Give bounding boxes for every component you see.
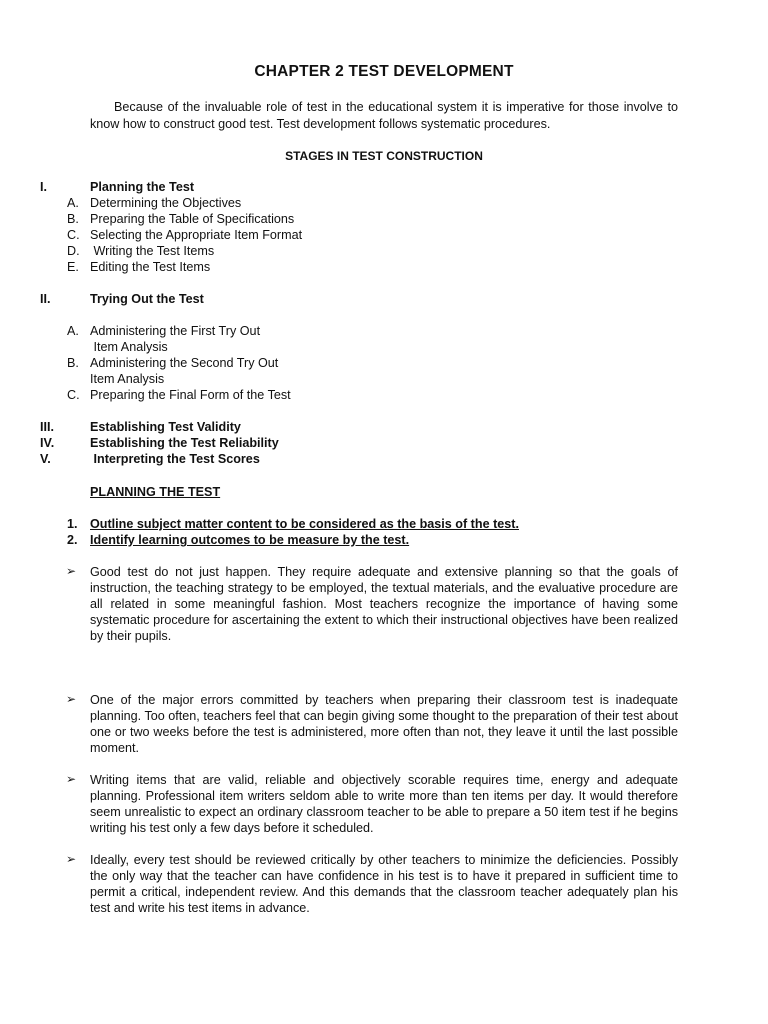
outline-letter: A. <box>67 324 79 338</box>
outline-label: Administering the Second Try Out <box>90 356 279 370</box>
outline-item <box>0 355 768 371</box>
outline-label: Establishing Test Validity <box>90 420 241 434</box>
outline-label: Preparing the Table of Specifications <box>90 212 295 226</box>
outline-label: Writing the Test Items <box>90 244 215 258</box>
arrow-bullet-icon: ➢ <box>66 564 77 578</box>
outline-letter: D. <box>67 244 80 258</box>
outline-label: Establishing the Test Reliability <box>90 436 279 450</box>
planning-heading: PLANNING THE TEST <box>90 485 221 499</box>
outline-label: Item Analysis <box>90 340 168 354</box>
bullet-paragraph: Ideally, every test should be reviewed critically by other teachers to minimize the deficiencies. Possibly the only way that the teacher can have confidence in his test is to have it prepared in sufficient time to permit a critical, independent review. And this demands that the classroom teacher adequately plan his test and write his test items in advance. <box>90 853 678 915</box>
arrow-bullet-icon: ➢ <box>66 772 77 786</box>
stages-heading: STAGES IN TEST CONSTRUCTION <box>285 149 483 163</box>
arrow-bullet-icon: ➢ <box>66 852 77 866</box>
outline-numeral: IV. <box>40 436 55 450</box>
outline-item <box>0 323 768 339</box>
outline-label: Administering the First Try Out <box>90 324 261 338</box>
intro-paragraph: Because of the invaluable role of test in the educational system it is imperative for those involve to know how to construct good test. Test development follows systematic procedures. <box>90 100 678 131</box>
outline-label: Preparing the Final Form of the Test <box>90 388 291 402</box>
step-text: Identify learning outcomes to be measure by the test. <box>90 533 410 547</box>
bullet-paragraph: One of the major errors committed by teachers when preparing their classroom test is inadequate planning. Too often, teachers feel that can begin giving some thought to the preparation of their test about one or two weeks before the test is administered, more often than not, they leave it until the last possible moment. <box>90 693 678 755</box>
outline-item <box>0 371 768 387</box>
outline-label: Editing the Test Items <box>90 260 211 274</box>
outline-item <box>0 259 768 275</box>
outline-numeral: I. <box>40 180 47 194</box>
outline-numeral: V. <box>40 452 51 466</box>
outline-letter: E. <box>67 260 79 274</box>
outline-item <box>0 195 768 211</box>
outline-item <box>0 451 768 467</box>
outline-item <box>0 291 768 307</box>
outline-label: Item Analysis <box>90 372 165 386</box>
outline-item <box>0 339 768 355</box>
outline-label: Trying Out the Test <box>90 292 204 306</box>
bullet-paragraph: Writing items that are valid, reliable and objectively scorable requires time, energy and adequate planning. Professional item writers seldom able to write more than ten items per day. It would therefore seem unrealistic to expect an ordinary classroom teacher to be able to prepare a 50 item test if he begins writing his test only a few days before it scheduled. <box>90 773 678 835</box>
outline-letter: C. <box>67 228 80 242</box>
page-title: CHAPTER 2 TEST DEVELOPMENT <box>254 63 514 80</box>
outline-letter: C. <box>67 388 80 402</box>
outline-item <box>0 243 768 259</box>
bullet-paragraph: Good test do not just happen. They require adequate and extensive planning so that the goals of instruction, the teaching strategy to be employed, the textual materials, and the evaluative procedure are all related in some meaningful fashion. Most teachers recognize the importance of having some systematic procedure for ascertaining the extent to which their instructional objectives have been realized by their pupils. <box>90 565 678 643</box>
outline-label: Determining the Objectives <box>90 196 242 210</box>
outline-item <box>0 419 768 435</box>
section-heading <box>90 484 220 500</box>
planning-step <box>0 516 768 532</box>
planning-step <box>0 532 768 548</box>
outline-numeral: II. <box>40 292 51 306</box>
outline-letter: A. <box>67 196 79 210</box>
outline-letter: B. <box>67 212 79 226</box>
outline-label: Selecting the Appropriate Item Format <box>90 228 303 242</box>
arrow-bullet-icon: ➢ <box>66 692 77 706</box>
outline-label: Interpreting the Test Scores <box>90 452 260 466</box>
step-number: 1. <box>67 517 78 531</box>
outline-letter: B. <box>67 356 79 370</box>
outline-label: Planning the Test <box>90 180 195 194</box>
outline-item <box>0 435 768 451</box>
step-number: 2. <box>67 533 78 547</box>
step-text: Outline subject matter content to be considered as the basis of the test. <box>90 517 519 531</box>
outline-item <box>0 211 768 227</box>
outline-item <box>0 227 768 243</box>
outline-item <box>0 179 768 195</box>
outline-item <box>0 387 768 403</box>
outline-numeral: III. <box>40 420 54 434</box>
